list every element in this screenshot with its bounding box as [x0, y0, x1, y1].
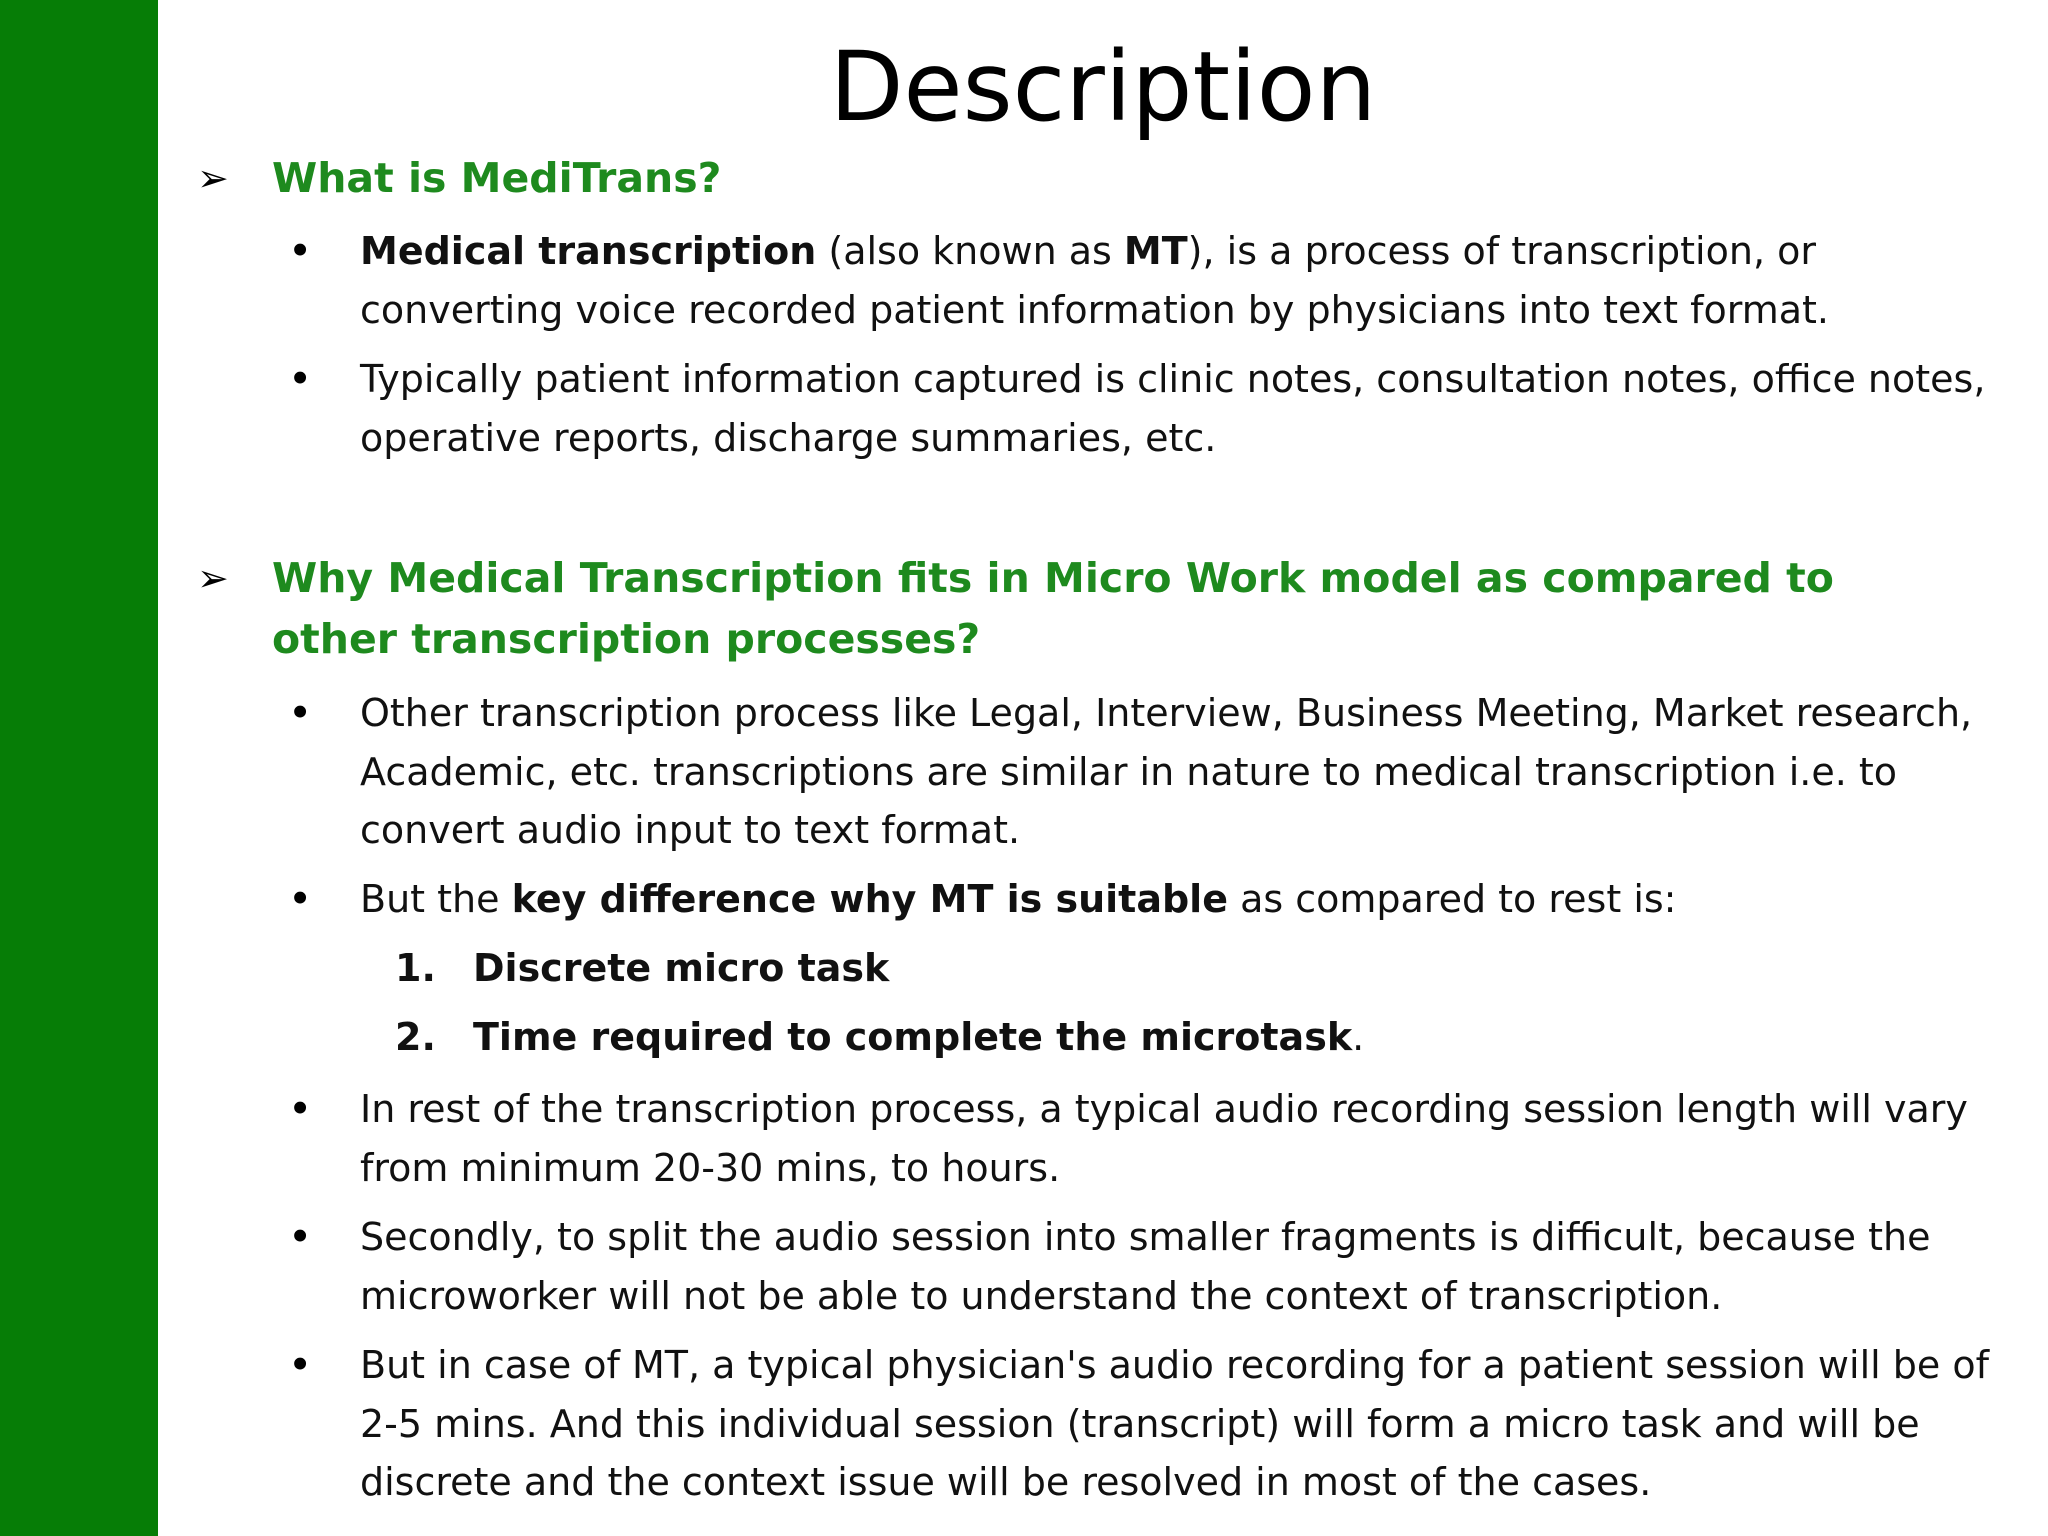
bullet-text: But in case of MT, a typical physician's audio recording for a patient session will be of 2-5 mins. And this individual session (transcript) will form a micro task and will be discrete and the context issue will be resolved in most of the cases.: [360, 1343, 1989, 1504]
list-number: 2.: [395, 1015, 436, 1059]
section-heading-text: Why Medical Transcription fits in Micro Work model as compared to other transcription processes?: [272, 554, 1834, 663]
bullet-text: Secondly, to split the audio session into smaller fragments is difficult, because the microworker will not be able to understand the context of transcription.: [360, 1215, 1931, 1318]
text-run: ), is a process of transcription, or converting voice recorded patient information by physicians into text format.: [360, 229, 1830, 332]
round-bullet-icon: •: [288, 227, 313, 275]
round-bullet-icon: •: [288, 875, 313, 923]
section-heading-text: What is MediTrans?: [272, 154, 722, 202]
bullet-text: Other transcription process like Legal, Interview, Business Meeting, Market research, Academic, etc. transcriptions are similar in nature to medical transcription i.e. to convert audio input to text format.: [360, 691, 1973, 852]
list-text: [473, 1008, 1364, 1066]
bullet-text: In rest of the transcription process, a typical audio recording session length will vary from minimum 20-30 mins, to hours.: [360, 1087, 1968, 1190]
bullet-text: Typically patient information captured is clinic notes, consultation notes, office notes, operative reports, discharge summaries, etc.: [360, 357, 1986, 460]
text-run: as compared to rest is:: [1227, 877, 1677, 921]
round-bullet-icon: •: [288, 689, 313, 737]
bullet-text: [360, 870, 2000, 929]
round-bullet-icon: •: [288, 1341, 313, 1389]
bold-abbreviation: MT: [1123, 229, 1188, 273]
round-bullet-icon: •: [288, 1213, 313, 1261]
text-run: But the: [360, 877, 512, 921]
arrowhead-bullet-icon: ➢: [197, 556, 229, 600]
bold-term: Medical transcription: [360, 229, 817, 273]
list-text-suffix: .: [1352, 1015, 1365, 1059]
list-text-bold: Time required to complete the microtask: [473, 1015, 1353, 1059]
text-run: (also known as: [816, 229, 1124, 273]
list-text: [473, 939, 889, 997]
list-number: 1.: [395, 946, 436, 990]
round-bullet-icon: •: [288, 355, 313, 403]
bold-phrase: key difference why MT is suitable: [511, 877, 1228, 921]
slide-title: Description: [829, 31, 1377, 143]
green-sidebar-bar: [0, 0, 158, 1536]
list-text-bold: Discrete micro task: [473, 946, 890, 990]
arrowhead-bullet-icon: ➢: [197, 156, 229, 200]
bullet-text: [360, 222, 2000, 339]
round-bullet-icon: •: [288, 1085, 313, 1133]
